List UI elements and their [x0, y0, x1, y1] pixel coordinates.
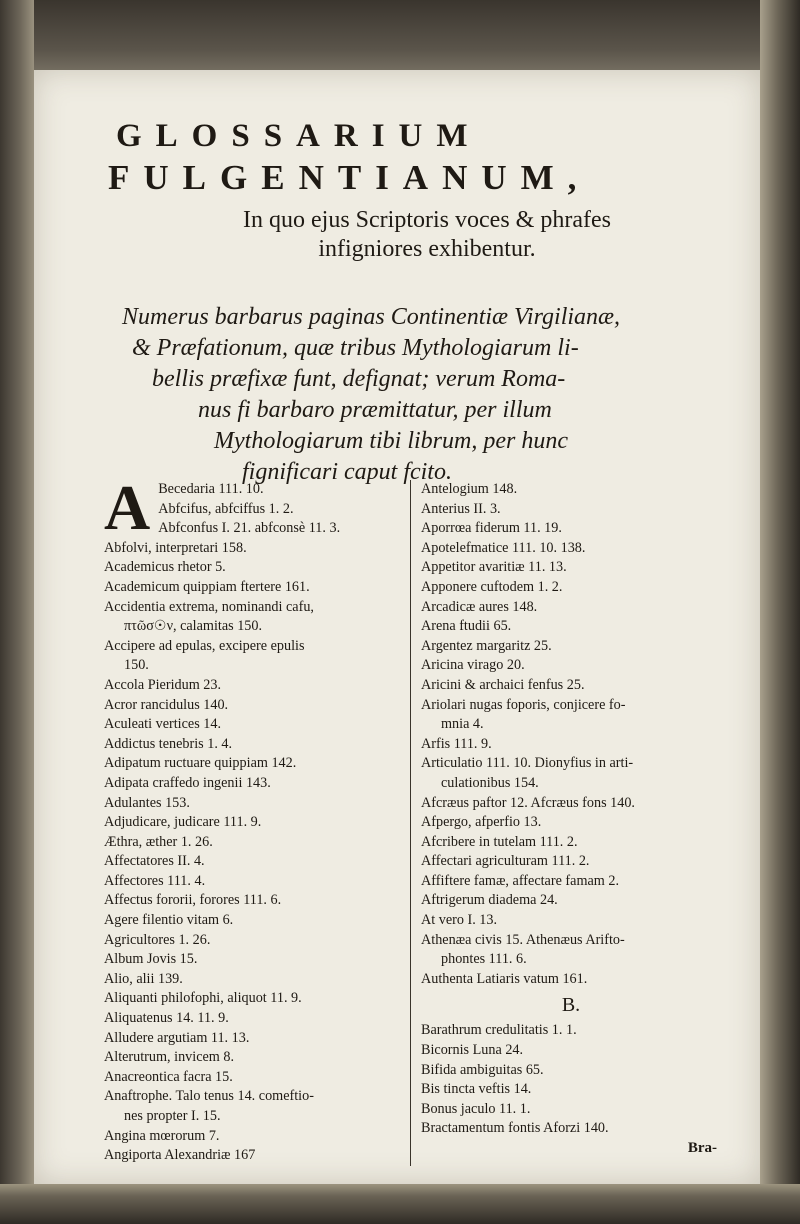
glossary-entry [421, 598, 721, 618]
glossary-entry [104, 558, 404, 578]
glossary-entry [104, 539, 404, 559]
glossary-entry [104, 970, 404, 990]
glossary-entry [104, 872, 404, 892]
entry-continuation: 150. [124, 657, 149, 674]
glossary-entry [104, 931, 404, 951]
glossary-entry [104, 754, 404, 774]
glossary-entry [104, 1146, 404, 1166]
letter-a-opening [104, 472, 404, 543]
right-column [411, 480, 721, 1166]
entry-line: Angiporta Alexandriæ 167 [104, 1147, 256, 1164]
entry-line: Academicus rhetor 5. [104, 559, 226, 576]
scan-border-left [0, 0, 34, 1224]
entry-line: Arena ftudii 65. [421, 618, 512, 635]
entry-line: Barathrum credulitatis 1. 1. [421, 1022, 577, 1039]
entry-line: Bis tincta veftis 14. [421, 1081, 532, 1098]
glossary-entry [421, 637, 721, 657]
catchword: Bra- [687, 1140, 717, 1156]
entry-line: Aliquatenus 14. 11. 9. [104, 1010, 229, 1027]
intro-paragraph [122, 302, 722, 488]
glossary-entry [421, 1021, 721, 1041]
entry-continuation: culationibus 154. [441, 774, 539, 791]
glossary-entry [421, 500, 721, 520]
left-column [104, 472, 411, 1166]
entry-continuation: mnia 4. [441, 716, 484, 733]
entry-line: Argentez margaritz 25. [421, 637, 552, 654]
glossary-entry [421, 1061, 721, 1081]
entry-line: Bonus jaculo 11. 1. [421, 1100, 531, 1117]
entry-line: Antelogium 148. [421, 481, 518, 497]
subtitle-line: infigniores exhibentur. [318, 236, 536, 262]
subtitle-line: In quo ejus Scriptoris voces & phrafes [243, 207, 611, 233]
entry-line: Bractamentum fontis Aforzi 140. [421, 1120, 609, 1137]
entry-line: Aporrœa fiderum 11. 19. [421, 520, 562, 537]
entry-line: Agricultores 1. 26. [104, 931, 211, 948]
drop-cap-a: A [104, 472, 151, 543]
glossary-entry [421, 872, 721, 892]
title-fulgentianum: FULGENTIANUM, [108, 158, 591, 197]
glossary-entry [421, 617, 721, 637]
entry-line: Apponere cuftodem 1. 2. [421, 578, 563, 595]
glossary-entry [421, 852, 721, 872]
entry-line: Æthra, æther 1. 26. [104, 833, 213, 850]
scan-border-right [760, 0, 800, 1224]
entry-line: Affiftere famæ, affectare famam 2. [421, 872, 619, 889]
subtitle [132, 206, 722, 264]
glossary-entry [421, 911, 721, 931]
entry-line: Anaftrophe. Talo tenus 14. comeftio- [104, 1088, 314, 1105]
glossary-entry [421, 578, 721, 598]
glossary-entry [104, 1087, 404, 1126]
entry-line: Aculeati vertices 14. [104, 716, 221, 733]
entry-line: Bicornis Luna 24. [421, 1042, 524, 1059]
glossary-entry [104, 891, 404, 911]
glossary-entry [421, 1100, 721, 1120]
glossary-entry [104, 989, 404, 1009]
entry-line: Alterutrum, invicem 8. [104, 1049, 235, 1066]
book-page [34, 70, 760, 1184]
entry-line: Adulantes 153. [104, 794, 190, 811]
entry-line: Affectari agriculturam 111. 2. [421, 853, 590, 870]
letter-b-heading: B. [561, 994, 581, 1017]
entry-line: Anterius II. 3. [421, 500, 501, 517]
entry-line: Arcadicæ aures 148. [421, 598, 538, 615]
glossary-entry [104, 794, 404, 814]
entry-line: Articulatio 111. 10. Dionyfius in arti- [421, 755, 634, 772]
glossary-entry [104, 1029, 404, 1049]
entry-line: Acror rancidulus 140. [104, 696, 229, 713]
entry-line: Accidentia extrema, nominandi cafu, [104, 598, 314, 615]
entry-line: Aftrigerum diadema 24. [421, 892, 558, 909]
left-entries [104, 539, 404, 1166]
glossary-entry [421, 794, 721, 814]
glossary-entry [104, 715, 404, 735]
glossary-entry [104, 813, 404, 833]
intro-line: nus fi barbaro præmittatur, per illum [198, 397, 552, 423]
intro-line: bellis præfixæ funt, defignat; verum Roma- [152, 366, 566, 392]
entry-line: Agere filentio vitam 6. [104, 912, 234, 929]
glossary-entry [421, 891, 721, 911]
glossary-entry [104, 735, 404, 755]
entry-line: Angina mœrorum 7. [104, 1127, 220, 1144]
entry-line: Apotelefmatice 111. 10. 138. [421, 539, 586, 556]
glossary-entry [104, 1009, 404, 1029]
entry: Becedaria 111. 10. [158, 481, 264, 497]
glossary-entry [104, 598, 404, 637]
glossary-entry [421, 539, 721, 559]
glossary-entry [104, 950, 404, 970]
entry-line: Addictus tenebris 1. 4. [104, 735, 233, 752]
entry: Abfconfus I. 21. abfconsè 11. 3. [158, 520, 341, 537]
glossary-entry [104, 774, 404, 794]
entry-line: Affectus fororii, forores 111. 6. [104, 892, 282, 909]
glossary-entry [421, 676, 721, 696]
glossary-entry [421, 558, 721, 578]
intro-line: Numerus barbarus paginas Continentiæ Virgilianæ, [122, 304, 621, 330]
entry-line: Athenæa civis 15. Athenæus Arifto- [421, 931, 625, 948]
entry-line: Adjudicare, judicare 111. 9. [104, 814, 262, 831]
glossary-entry [104, 676, 404, 696]
entry-line: Alio, alii 139. [104, 970, 183, 987]
glossary-entry [104, 911, 404, 931]
entry-line: Appetitor avaritiæ 11. 13. [421, 559, 567, 576]
entry-line: Abfolvi, interpretari 158. [104, 539, 247, 556]
title-glossarium: GLOSSARIUM [116, 118, 482, 154]
entry-continuation: nes propter I. 15. [124, 1108, 221, 1124]
entry-line: At vero I. 13. [421, 912, 498, 929]
entry-line: Adipatum ructuare quippiam 142. [104, 755, 297, 772]
entry-line: Bifida ambiguitas 65. [421, 1061, 544, 1078]
intro-line: Mythologiarum tibi librum, per hunc [214, 428, 568, 454]
entry-line: Arfis 111. 9. [421, 735, 492, 752]
glossary-entry [104, 578, 404, 598]
entry-line: Album Jovis 15. [104, 951, 198, 968]
glossary-entry [421, 931, 721, 970]
entry-line: Affectores 111. 4. [104, 872, 206, 889]
entry-continuation: πτῶσ☉ν, calamitas 150. [124, 618, 263, 635]
glossary-entry [104, 1068, 404, 1088]
glossary-entry [421, 1080, 721, 1100]
glossary-entry [104, 852, 404, 872]
glossary-entry [421, 970, 721, 990]
glossary-entry [421, 1119, 721, 1139]
scan-border-bottom [0, 1184, 800, 1224]
glossary-entry [421, 696, 721, 735]
entry-line: Afcribere in tutelam 111. 2. [421, 833, 578, 850]
glossary-entry [421, 813, 721, 833]
entry-line: Academicum quippiam ftertere 161. [104, 578, 310, 595]
intro-line: fignificari caput fcito. [242, 459, 452, 485]
entry-line: Accola Pieridum 23. [104, 676, 222, 693]
entry-line: Accipere ad epulas, excipere epulis [104, 637, 305, 654]
entry-line: Alludere argutiam 11. 13. [104, 1029, 250, 1046]
glossary-entry [421, 1041, 721, 1061]
glossary-entry [421, 519, 721, 539]
entry: Abfcifus, abfciffus 1. 2. [158, 500, 294, 517]
entry-continuation: phontes 111. 6. [441, 951, 527, 968]
entry-line: Afpergo, afperfio 13. [421, 814, 542, 831]
entry-line: Afcræus paftor 12. Afcræus fons 140. [421, 794, 635, 811]
entry-line: Aricini & archaici fenfus 25. [421, 676, 585, 693]
entry-line: Aliquanti philofophi, aliquot 11. 9. [104, 990, 302, 1007]
entry-line: Anacreontica facra 15. [104, 1068, 233, 1085]
intro-line: & Præfationum, quæ tribus Mythologiarum li- [132, 335, 579, 361]
glossary-entry [421, 735, 721, 755]
right-entries-a [421, 480, 721, 989]
glossary-entry [421, 754, 721, 793]
glossary-entry [104, 637, 404, 676]
glossary-entry [104, 833, 404, 853]
entry-line: Aricina virago 20. [421, 657, 525, 674]
entry-line: Affectatores II. 4. [104, 853, 205, 870]
entry-line: Authenta Latiaris vatum 161. [421, 970, 588, 987]
right-entries-b [421, 1021, 721, 1139]
glossary-entry [421, 480, 721, 500]
glossary-entry [104, 696, 404, 716]
entry-line: Adipata craffedo ingenii 143. [104, 774, 271, 791]
glossary-entry [421, 656, 721, 676]
entry-line: Ariolari nugas foporis, conjicere fo- [421, 696, 626, 713]
glossary-entry [421, 833, 721, 853]
glossary-entry [104, 1127, 404, 1147]
glossary-entry [104, 1048, 404, 1068]
page-content [108, 116, 722, 488]
